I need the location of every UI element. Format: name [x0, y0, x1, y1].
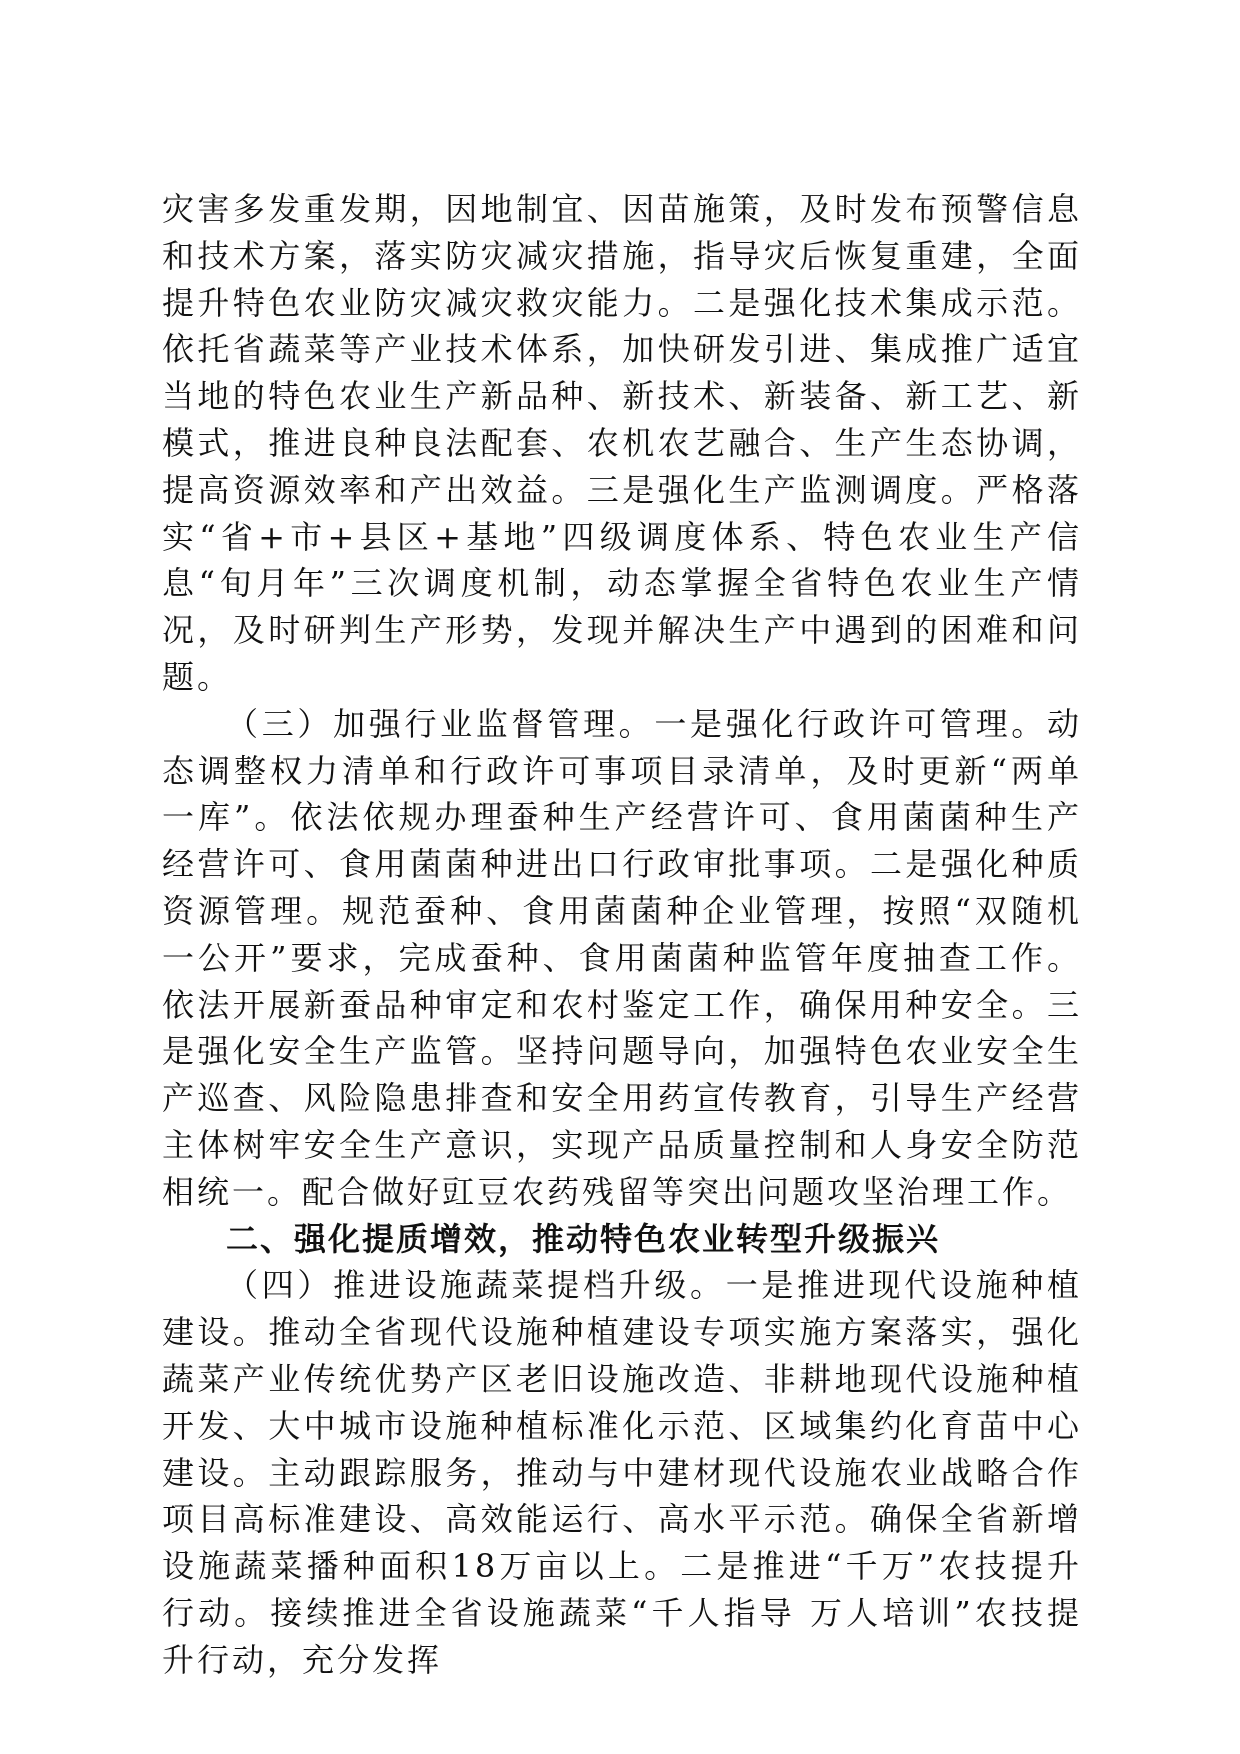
paragraph-facility-vegetables: （四）推进设施蔬菜提档升级。一是推进现代设施种植建设。推动全省现代设施种植建设专项实施方案落实，强化蔬菜产业传统优势产区老旧设施改造、非耕地现代设施种植开发、大中城市设施种植标准化示范、区域集约化育苗中心建设。主动跟踪服务，推动与中建材现代设施农业战略合作项目高标准建设、高效能运行、高水平示范。确保全省新增设施蔬菜播种面积18万亩以上。二是推进“千万”农技提升行动。接续推进全省设施蔬菜“千人指导 万人培训”农技提升行动，充分发挥 [162, 1266, 1082, 1679]
paragraph-disaster-tech-monitoring: 灾害多发重发期，因地制宜、因苗施策，及时发布预警信息和技术方案，落实防灾减灾措施，指导灾后恢复重建，全面提升特色农业防灾减灾救灾能力。二是强化技术集成示范。依托省蔬菜等产业技术体系，加快研发引进、集成推广适宜当地的特色农业生产新品种、新技术、新装备、新工艺、新模式，推进良种良法配套、农机农艺融合、生产生态协调，提高资源效率和产出效益。三是强化生产监测调度。严格落实“省+市+县区+基地”四级调度体系、特色农业生产信息“旬月年”三次调度机制，动态掌握全省特色农业生产情况，及时研判生产形势，发现并解决生产中遇到的困难和问题。 [162, 190, 1082, 696]
paragraph-industry-supervision: （三）加强行业监督管理。一是强化行政许可管理。动态调整权力清单和行政许可事项目录清单，及时更新“两单一库”。依法依规办理蚕种生产经营许可、食用菌菌种生产经营许可、食用菌菌种进出口行政审批事项。二是强化种质资源管理。规范蚕种、食用菌菌种企业管理，按照“双随机一公开”要求，完成蚕种、食用菌菌种监管年度抽查工作。依法开展新蚕品种审定和农村鉴定工作，确保用种安全。三是强化安全生产监管。坚持问题导向，加强特色农业安全生产巡查、风险隐患排查和安全用药宣传教育，引导生产经营主体树牢安全生产意识，实现产品质量控制和人身安全防范相统一。配合做好豇豆农药残留等突出问题攻坚治理工作。 [162, 704, 1082, 1211]
document-page [162, 186, 1082, 1684]
section-heading-2: 二、强化提质增效，推动特色农业转型升级振兴 [226, 1219, 941, 1258]
